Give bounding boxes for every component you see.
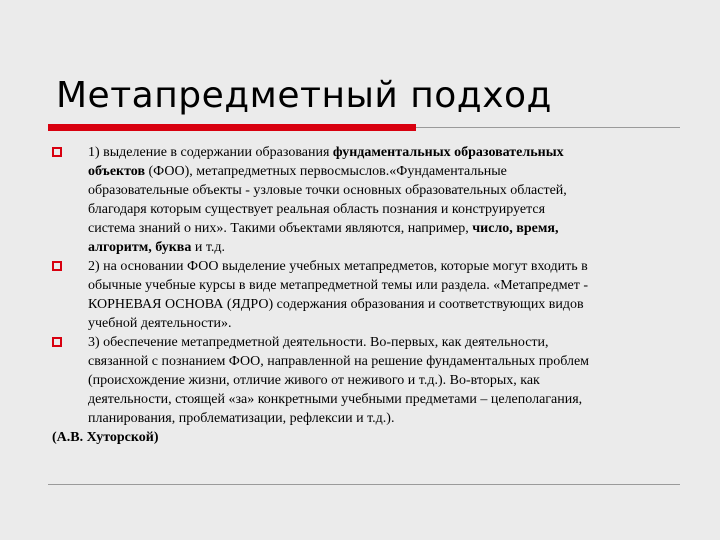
bold-text-segment: объектов <box>88 164 145 179</box>
slide-body <box>52 143 682 447</box>
text-line <box>88 333 682 352</box>
text-line <box>88 238 682 257</box>
text-line <box>88 295 682 314</box>
text-line <box>88 143 682 162</box>
square-bullet-icon <box>52 337 62 347</box>
item-text <box>88 257 682 333</box>
text-segment: система знаний о них». Такими объектами являются, например, <box>88 221 473 236</box>
text-segment: КОРНЕВАЯ ОСНОВА (ЯДРО) содержания образования и соответствующих видов <box>88 297 584 312</box>
text-segment: (происхождение жизни, отличие живого от неживого и т.д.). Во-вторых, как <box>88 373 540 388</box>
text-segment: 1) выделение в содержании образования <box>88 145 333 160</box>
text-line <box>88 200 682 219</box>
text-line <box>88 409 682 428</box>
text-line <box>88 181 682 200</box>
text-line <box>88 352 682 371</box>
text-line <box>88 162 682 181</box>
text-line <box>88 257 682 276</box>
square-bullet-icon <box>52 147 62 157</box>
text-line <box>88 314 682 333</box>
bold-text-segment: фундаментальных образовательных <box>332 145 564 160</box>
text-segment: деятельности, стоящей «за» конкретными учебными предметами – целеполагания, <box>88 392 583 407</box>
text-segment: и т.д. <box>191 240 226 255</box>
list-item <box>52 333 682 428</box>
square-bullet-icon <box>52 261 62 271</box>
text-line <box>88 219 682 238</box>
text-segment: 3) обеспечение метапредметной деятельности. Во-первых, как деятельности, <box>88 335 549 350</box>
text-segment: связанной с познанием ФОО, направленной на решение фундаментальных проблем <box>88 354 590 369</box>
list-item <box>52 257 682 333</box>
list-item <box>52 143 682 257</box>
item-text <box>88 333 682 428</box>
title-accent-bar <box>48 124 416 131</box>
text-segment: учебной деятельности». <box>88 316 232 331</box>
bold-text-segment: алгоритм, буква <box>88 240 192 255</box>
text-line <box>88 390 682 409</box>
text-segment: 2) на основании ФОО выделение учебных метапредметов, которые могут входить в <box>88 259 588 274</box>
text-segment: благодаря которым существует реальная область познания и конструируется <box>88 202 546 217</box>
slide-title: Метапредметный подход <box>56 75 552 116</box>
author-attribution: (А.В. Хуторской) <box>52 430 159 445</box>
text-line <box>88 371 682 390</box>
text-line <box>88 276 682 295</box>
text-segment: (ФОО), метапредметных первосмыслов.«Фундаментальные <box>145 164 507 179</box>
text-segment: планирования, проблематизации, рефлексии и т.д.). <box>88 411 395 426</box>
item-text <box>88 143 682 257</box>
text-segment: образовательные объекты - узловые точки основных образовательных областей, <box>88 183 567 198</box>
bottom-divider <box>48 484 680 485</box>
text-segment: обычные учебные курсы в виде метапредметной темы или раздела. «Метапредмет - <box>88 278 589 293</box>
bold-text-segment: число, время, <box>472 221 559 236</box>
